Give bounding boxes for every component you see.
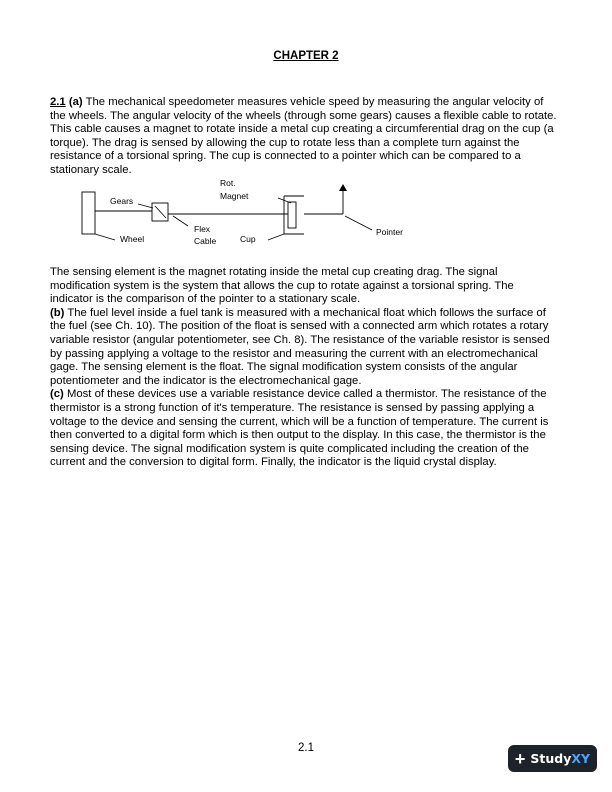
studyxy-badge[interactable] bbox=[508, 745, 597, 772]
problem-number: 2.1 bbox=[50, 96, 66, 108]
label-gears: Gears bbox=[110, 196, 134, 206]
speedometer-diagram bbox=[60, 178, 440, 256]
gears-leader-line bbox=[138, 204, 153, 208]
part-a-label: (a) bbox=[68, 96, 83, 108]
label-rot: Rot. bbox=[220, 178, 236, 188]
paragraph-2-1-a bbox=[50, 96, 558, 178]
label-pointer: Pointer bbox=[376, 227, 403, 237]
part-b-label: (b) bbox=[50, 306, 65, 319]
chapter-title: CHAPTER 2 bbox=[273, 50, 339, 62]
part-a-text: The mechanical speedometer measures vehicle speed by measuring the angular velocity of the wheels. The angular velocity of the wheels (through some gears) causes a flexible cable to rotate. This cable causes a magnet to rotate inside a metal cup creating a circumferential drag on the cup (a torque). The drag is sensed by allowing the cup to rotate less than a complete turn against the resistance of a torsional spring. The cup is connected to a pointer which can be compared to a stationary scale. bbox=[50, 96, 557, 176]
pointer-arrowhead bbox=[339, 184, 347, 191]
paragraph-b bbox=[50, 307, 558, 389]
pointer-leader-line bbox=[345, 216, 372, 230]
label-flex: Flex bbox=[194, 224, 211, 234]
label-cup: Cup bbox=[240, 234, 256, 244]
plus-icon: + bbox=[514, 748, 526, 769]
flex-cable-leader-line bbox=[173, 216, 188, 226]
part-c-label: (c) bbox=[50, 388, 64, 401]
sensing-element-text: The sensing element is the magnet rotating inside the metal cup creating drag. The signal modification system is the system that allows the cup to rotate against a torsional spring. The indicator is the comparison of the pointer to a stationary scale. bbox=[50, 266, 514, 306]
page-number: 2.1 bbox=[298, 742, 314, 754]
magnet-shape bbox=[288, 202, 296, 228]
wheel-shape bbox=[82, 192, 95, 234]
paragraph-2-1-continued bbox=[50, 266, 558, 470]
part-b-text: The fuel level inside a fuel tank is measured with a mechanical float which follows the surface of the fuel (see Ch. 10). The position of the float is sensed with a connected arm which rotates a rotary variable resistor (angular potentiometer, see Ch. 8). The resistance of the variable resistor is sensed by passing applying a voltage to the resistor and measuring the current with an electromechanical gage. The sensing element is the float. The signal modification system consists of the angular potentiometer and the indicator is the electromechanical gage. bbox=[50, 306, 550, 387]
badge-text-accent: XY bbox=[571, 751, 591, 766]
badge-label bbox=[530, 751, 590, 766]
magnet-leader-line bbox=[278, 198, 291, 203]
label-cable: Cable bbox=[194, 236, 217, 246]
cup-leader-line bbox=[268, 234, 284, 240]
label-magnet: Magnet bbox=[220, 191, 249, 201]
badge-text-main: Study bbox=[530, 751, 572, 766]
label-wheel: Wheel bbox=[120, 234, 145, 244]
paragraph-c bbox=[50, 388, 558, 470]
part-c-text: Most of these devices use a variable resistance device called a thermistor. The resistance of the thermistor is a strong function of it's temperature. The resistance is sensed by passing applying a voltage to the device and sensing the current, which will be a function of temperature. The current is then converted to a digital form which is then output to the display. In this case, the thermistor is the sensing device. The signal modification system is quite complicated including the creation of the current and the conversion to digital form. Finally, the indicator is the liquid crystal display. bbox=[50, 388, 549, 469]
wheel-leader-line bbox=[95, 234, 115, 240]
